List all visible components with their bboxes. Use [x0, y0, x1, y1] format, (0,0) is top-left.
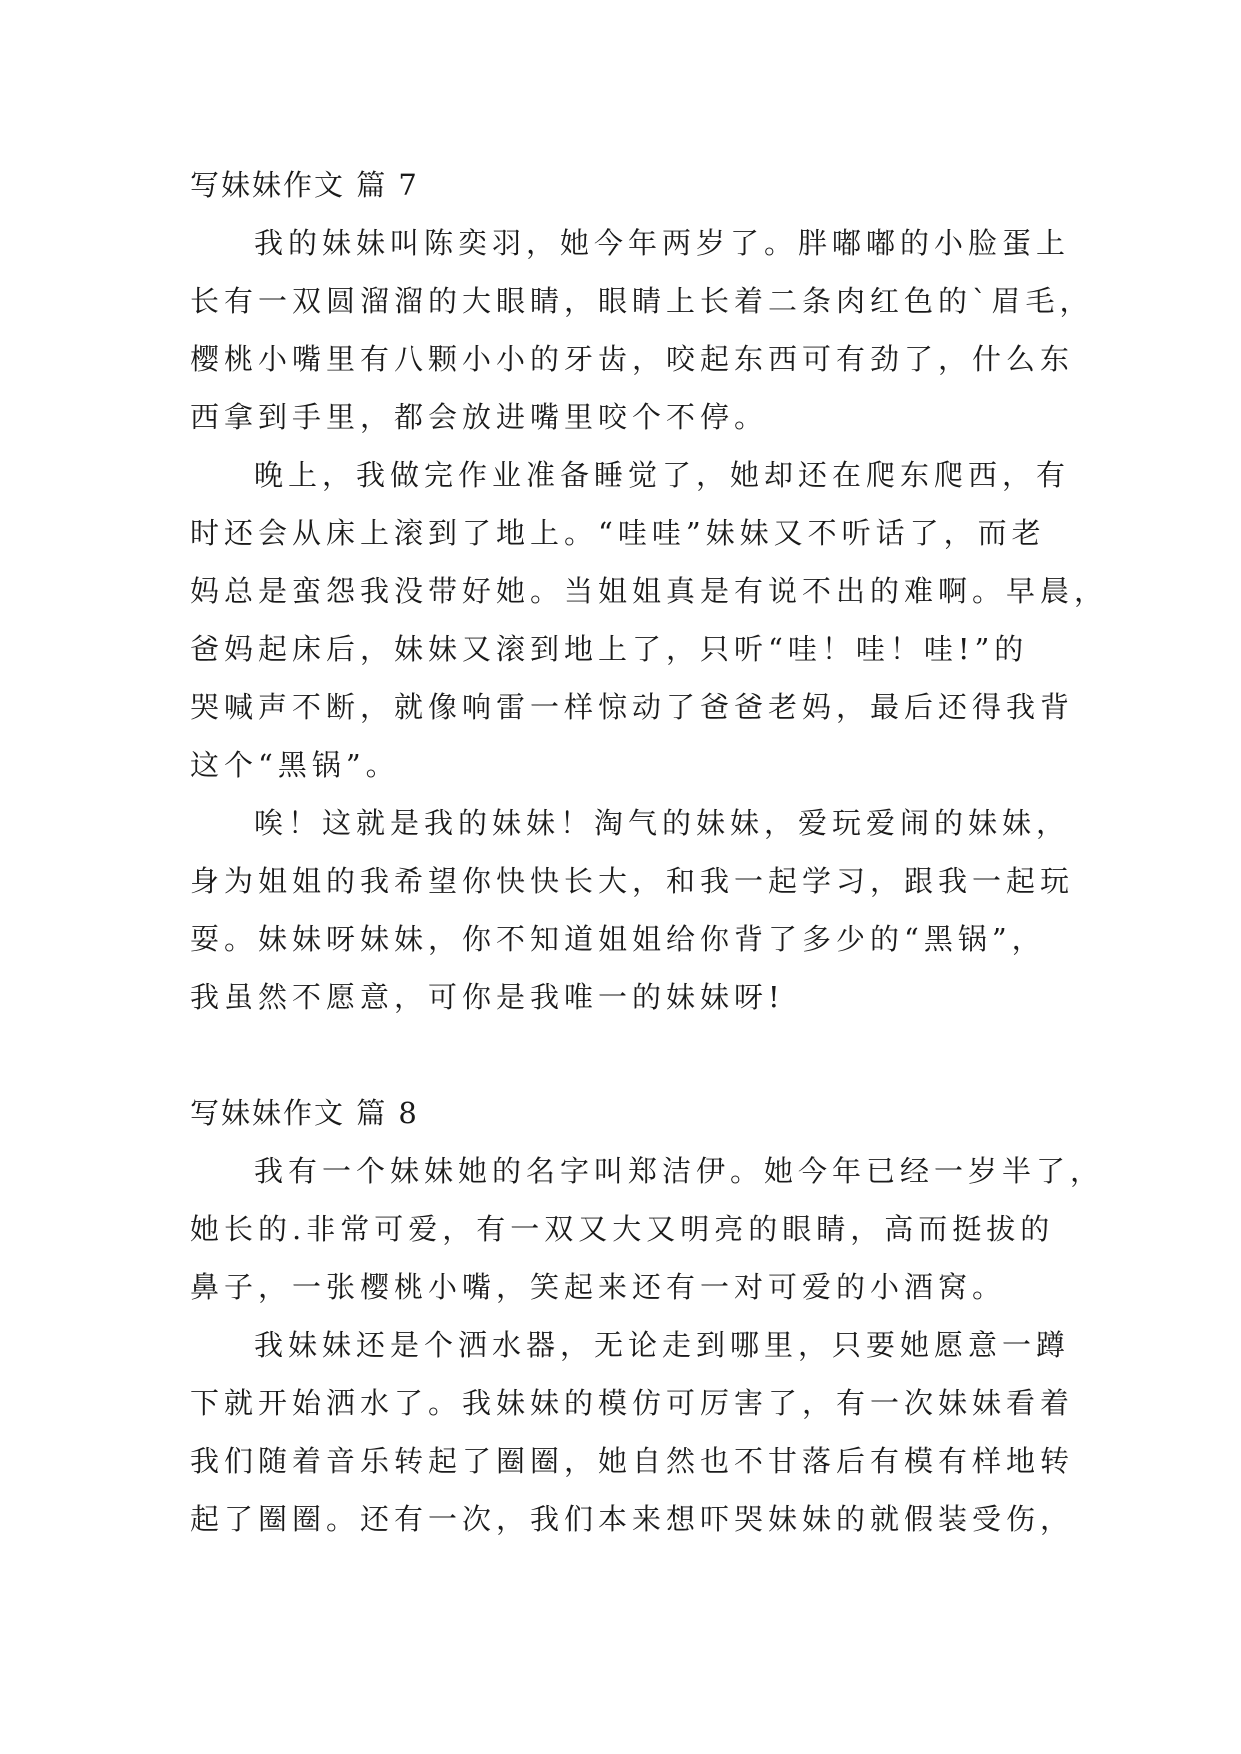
paragraph-line: 我妹妹还是个洒水器，无论走到哪里，只要她愿意一蹲 — [254, 1328, 1071, 1362]
paragraph-line: 唉！这就是我的妹妹！淘气的妹妹，爱玩爱闹的妹妹， — [254, 806, 1071, 840]
paragraph-line: 这个“黑锅”。 — [190, 748, 400, 782]
paragraph-line: 鼻子，一张樱桃小嘴，笑起来还有一对可爱的小酒窝。 — [190, 1270, 1007, 1304]
paragraph-line: 爸妈起床后，妹妹又滚到地上了，只听“哇！哇！哇!”的 — [190, 632, 1029, 666]
paragraph-line: 长有一双圆溜溜的大眼睛，眼睛上长着二条肉红色的`眉毛， — [190, 284, 1094, 318]
paragraph-line: 她长的.非常可爱，有一双又大又明亮的眼睛，高而挺拔的 — [190, 1212, 1055, 1246]
paragraph-line: 时还会从床上滚到了地上。“哇哇”妹妹又不听话了，而老 — [190, 516, 1046, 550]
paragraph-line: 西拿到手里，都会放进嘴里咬个不停。 — [190, 400, 769, 434]
paragraph-line: 晚上，我做完作业准备睡觉了，她却还在爬东爬西，有 — [254, 458, 1071, 492]
section-title: 写妹妹作文 篇 7 — [190, 168, 419, 202]
paragraph-line: 我虽然不愿意，可你是我唯一的妹妹呀! — [190, 980, 785, 1014]
paragraph-line: 樱桃小嘴里有八颗小小的牙齿，咬起东西可有劲了，什么东 — [190, 342, 1075, 376]
paragraph-line: 身为姐姐的我希望你快快长大，和我一起学习，跟我一起玩 — [190, 864, 1075, 898]
paragraph-line: 耍。妹妹呀妹妹，你不知道姐姐给你背了多少的“黑锅”， — [190, 922, 1046, 956]
paragraph-line: 起了圈圈。还有一次，我们本来想吓哭妹妹的就假装受伤， — [190, 1502, 1075, 1536]
paragraph-line: 我们随着音乐转起了圈圈，她自然也不甘落后有模有样地转 — [190, 1444, 1075, 1478]
paragraph-line: 哭喊声不断，就像响雷一样惊动了爸爸老妈，最后还得我背 — [190, 690, 1075, 724]
paragraph-line: 妈总是蛮怨我没带好她。当姐姐真是有说不出的难啊。早晨， — [190, 574, 1109, 608]
section-title: 写妹妹作文 篇 8 — [190, 1096, 419, 1130]
paragraph-line: 我的妹妹叫陈奕羽，她今年两岁了。胖嘟嘟的小脸蛋上 — [254, 226, 1071, 260]
paragraph-line: 我有一个妹妹她的名字叫郑洁伊。她今年已经一岁半了， — [254, 1154, 1105, 1188]
paragraph-line: 下就开始洒水了。我妹妹的模仿可厉害了，有一次妹妹看着 — [190, 1386, 1075, 1420]
